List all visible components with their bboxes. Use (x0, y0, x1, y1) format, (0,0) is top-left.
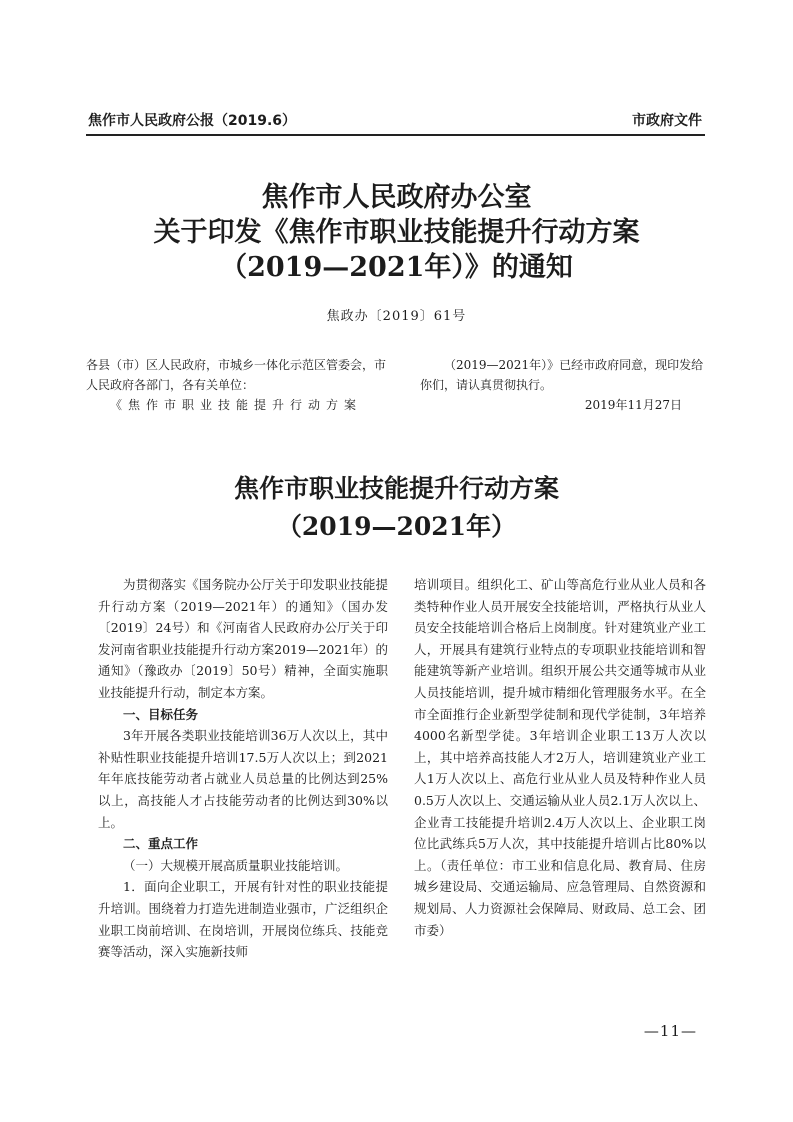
page-number: —11— (643, 1022, 697, 1040)
notice-title (0, 180, 793, 285)
plan-title (0, 470, 793, 546)
header-divider (86, 134, 705, 136)
document-number: 焦政办〔2019〕61号 (326, 309, 467, 324)
plan-body-right (414, 574, 706, 941)
paragraph: 培训项目。组织化工、矿山等高危行业从业人员和各类特种作业人员开展安全技能培训，严格执行从业人员安全技能培训合格后上岗制度。针对建筑业产业工人，开展具有建筑行业特点的专项职业技能培训和智能建筑等新产业培训。组织开展公共交通等城市从业人员技能培训，提升城市精细化管理服务水平。在全市全面推行企业新型学徒制和现代学徒制，3年培养4000名新型学徒。3年培训企业职工13万人次以上，其中培养高技能人才2万人，培训建筑业产业工人1万人次以上、高危行业从业人员及特种作业人员0.5万人次以上、交通运输从业人员2.1万人次以上、企业青工技能提升培训2.4万人次以上、企业职工岗位比武练兵5万人次，其中技能提升培训占比80%以上。（责任单位：市工业和信息化局、教育局、住房城乡建设局、交通运输局、应急管理局、自然资源和规划局、人力资源社会保障局、财政局、总工会、团市委） (414, 577, 706, 938)
plan-body-left (98, 574, 388, 963)
notice-body-continued: 《焦作市职业技能提升行动方案 (110, 398, 363, 412)
paragraph: 为贯彻落实《国务院办公厅关于印发职业技能提升行动方案（2019—2021年）的通知》（国办发〔2019〕24号）和《河南省人民政府办公厅关于印发河南省职业技能提升行动方案2019—2021年）的通知》（豫政办〔2019〕50号）精神，全面实施职业技能提升行动，制定本方案。 (98, 577, 388, 700)
section-heading: 一、目标任务 (123, 706, 199, 722)
notice-body-text: （2019—2021年）》已经市政府同意，现印发给你们，请认真贯彻执行。 (420, 358, 704, 392)
notice-title-line-1: 焦作市人民政府办公室 (261, 182, 532, 213)
notice-title-line-2: 关于印发《焦作市职业技能提升行动方案 (153, 217, 640, 248)
notice-addressees: 各县（市）区人民政府，市城乡一体化示范区管委会，市人民政府各部门，各有关单位： (86, 358, 387, 392)
paragraph: 3年开展各类职业技能培训36万人次以上，其中补贴性职业技能提升培训17.5万人次以上；到2021年年底技能劳动者占就业人员总量的比例达到25%以上，高技能人才占技能劳动者的比例达到30%以上。 (98, 728, 388, 830)
publication-header: 焦作市人民政府公报（2019.6） (88, 113, 297, 129)
notice-title-line-3: （2019—2021年）》的通知 (220, 252, 573, 283)
notice-date: 2019年11月27日 (584, 398, 682, 412)
subsection-heading: （一）大规模开展高质量职业技能培训。 (123, 857, 349, 873)
plan-title-line-1: 焦作市职业技能提升行动方案 (233, 474, 559, 503)
notice-body-left (86, 355, 388, 415)
paragraph: 1．面向企业职工，开展有针对性的职业技能提升培训。围绕着力打造先进制造业强市，广泛组织企业职工岗前培训、在岗培训，开展岗位练兵、技能竞赛等活动，深入实施新技师 (98, 879, 388, 960)
notice-body-right (420, 355, 710, 415)
section-heading: 二、重点工作 (123, 836, 199, 852)
section-header: 市政府文件 (632, 113, 702, 129)
plan-title-line-2: （2019—2021年） (276, 512, 517, 541)
